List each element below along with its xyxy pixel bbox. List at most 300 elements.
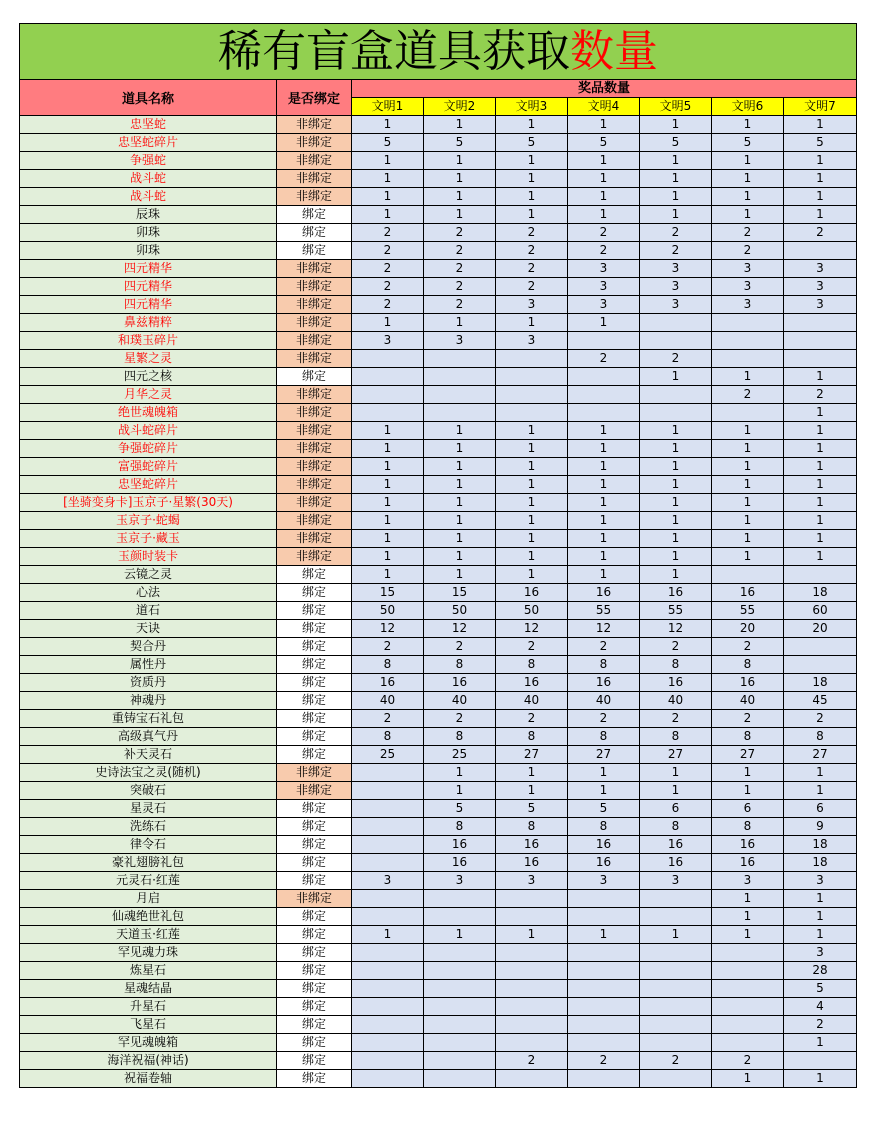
item-name-cell: 海洋祝福(神话)	[20, 1052, 277, 1070]
quantity-cell: 1	[712, 890, 784, 908]
quantity-cell: 3	[712, 872, 784, 890]
quantity-cell: 1	[496, 188, 568, 206]
header-civilization-3: 文明3	[496, 98, 568, 116]
table-row	[20, 548, 857, 566]
item-name-cell: 星魂结晶	[20, 980, 277, 998]
quantity-cell: 2	[640, 1052, 712, 1070]
quantity-cell: 2	[568, 224, 640, 242]
quantity-cell: 2	[352, 242, 424, 260]
quantity-cell: 5	[496, 800, 568, 818]
quantity-cell: 16	[640, 836, 712, 854]
bound-status-cell: 绑定	[277, 944, 352, 962]
quantity-cell: 1	[424, 566, 496, 584]
bound-status-cell: 绑定	[277, 908, 352, 926]
quantity-cell: 1	[496, 152, 568, 170]
quantity-cell: 1	[712, 206, 784, 224]
quantity-cell: 1	[496, 566, 568, 584]
quantity-cell	[640, 980, 712, 998]
quantity-cell: 12	[640, 620, 712, 638]
quantity-cell	[640, 1016, 712, 1034]
quantity-cell: 3	[712, 260, 784, 278]
quantity-cell	[352, 350, 424, 368]
quantity-cell: 16	[496, 836, 568, 854]
quantity-cell: 1	[784, 764, 857, 782]
quantity-cell: 1	[640, 440, 712, 458]
quantity-cell: 3	[568, 278, 640, 296]
quantity-cell: 1	[640, 476, 712, 494]
bound-status-cell: 绑定	[277, 692, 352, 710]
quantity-cell: 1	[352, 422, 424, 440]
quantity-cell: 5	[640, 134, 712, 152]
table-row	[20, 494, 857, 512]
quantity-cell: 2	[712, 224, 784, 242]
quantity-cell: 8	[784, 728, 857, 746]
quantity-cell	[712, 962, 784, 980]
quantity-cell: 1	[640, 422, 712, 440]
quantity-cell: 1	[352, 566, 424, 584]
bound-status-cell: 绑定	[277, 566, 352, 584]
quantity-cell: 1	[568, 782, 640, 800]
quantity-cell: 3	[352, 332, 424, 350]
quantity-cell: 15	[352, 584, 424, 602]
table-row	[20, 242, 857, 260]
quantity-cell: 5	[784, 980, 857, 998]
table-row	[20, 170, 857, 188]
quantity-cell	[352, 782, 424, 800]
quantity-cell: 2	[640, 242, 712, 260]
quantity-cell	[640, 944, 712, 962]
quantity-cell: 55	[640, 602, 712, 620]
quantity-cell: 2	[568, 710, 640, 728]
quantity-cell: 2	[352, 278, 424, 296]
quantity-cell	[712, 980, 784, 998]
bound-status-cell: 绑定	[277, 224, 352, 242]
quantity-cell: 3	[784, 872, 857, 890]
table-row	[20, 512, 857, 530]
bound-status-cell: 非绑定	[277, 404, 352, 422]
quantity-cell	[496, 998, 568, 1016]
quantity-cell: 8	[568, 656, 640, 674]
quantity-cell	[712, 998, 784, 1016]
quantity-cell	[496, 980, 568, 998]
quantity-cell: 1	[424, 170, 496, 188]
quantity-cell: 3	[640, 278, 712, 296]
header-item-name: 道具名称	[20, 80, 277, 116]
table-row	[20, 134, 857, 152]
quantity-cell: 1	[496, 170, 568, 188]
item-name-cell: 补天灵石	[20, 746, 277, 764]
quantity-cell	[640, 314, 712, 332]
quantity-cell	[640, 890, 712, 908]
item-name-cell: 罕见魂魄箱	[20, 1034, 277, 1052]
quantity-cell	[424, 368, 496, 386]
quantity-cell: 1	[352, 476, 424, 494]
quantity-cell	[352, 764, 424, 782]
quantity-cell: 3	[424, 872, 496, 890]
table-row	[20, 800, 857, 818]
item-name-cell: 星繁之灵	[20, 350, 277, 368]
quantity-cell	[784, 638, 857, 656]
quantity-cell: 1	[352, 440, 424, 458]
quantity-cell: 1	[784, 458, 857, 476]
quantity-cell: 1	[784, 1070, 857, 1088]
quantity-cell	[352, 1016, 424, 1034]
item-name-cell: 星灵石	[20, 800, 277, 818]
quantity-cell: 40	[712, 692, 784, 710]
item-name-cell: 玉京子·藏玉	[20, 530, 277, 548]
quantity-cell: 55	[568, 602, 640, 620]
quantity-cell	[712, 944, 784, 962]
quantity-cell: 1	[568, 530, 640, 548]
quantity-cell: 4	[784, 998, 857, 1016]
bound-status-cell: 绑定	[277, 1034, 352, 1052]
quantity-cell: 2	[784, 386, 857, 404]
quantity-cell	[496, 962, 568, 980]
quantity-cell: 3	[568, 296, 640, 314]
quantity-cell: 40	[424, 692, 496, 710]
quantity-cell: 18	[784, 584, 857, 602]
quantity-cell: 1	[712, 152, 784, 170]
quantity-cell	[712, 314, 784, 332]
quantity-cell: 8	[568, 728, 640, 746]
quantity-cell: 1	[712, 926, 784, 944]
quantity-cell: 6	[640, 800, 712, 818]
item-name-cell: 天道玉·红莲	[20, 926, 277, 944]
quantity-cell: 20	[712, 620, 784, 638]
table-row	[20, 836, 857, 854]
header-civilization-2: 文明2	[424, 98, 496, 116]
table-row	[20, 710, 857, 728]
quantity-cell: 1	[712, 494, 784, 512]
quantity-cell	[424, 908, 496, 926]
table-row	[20, 584, 857, 602]
quantity-cell: 1	[424, 116, 496, 134]
quantity-cell: 1	[784, 1034, 857, 1052]
quantity-cell: 1	[568, 188, 640, 206]
bound-status-cell: 绑定	[277, 674, 352, 692]
quantity-cell: 1	[712, 368, 784, 386]
item-name-cell: 玉颜时装卡	[20, 548, 277, 566]
quantity-cell: 18	[784, 836, 857, 854]
quantity-cell: 16	[640, 854, 712, 872]
quantity-cell: 1	[712, 440, 784, 458]
item-name-cell: 争强蛇碎片	[20, 440, 277, 458]
item-name-cell: 月启	[20, 890, 277, 908]
bound-status-cell: 非绑定	[277, 782, 352, 800]
bound-status-cell: 绑定	[277, 926, 352, 944]
bound-status-cell: 绑定	[277, 746, 352, 764]
quantity-cell	[640, 1070, 712, 1088]
quantity-cell: 2	[784, 710, 857, 728]
quantity-cell	[424, 1034, 496, 1052]
quantity-cell: 2	[424, 638, 496, 656]
quantity-cell	[496, 1070, 568, 1088]
quantity-cell	[640, 908, 712, 926]
bound-status-cell: 绑定	[277, 368, 352, 386]
quantity-cell: 3	[712, 296, 784, 314]
quantity-cell: 1	[640, 188, 712, 206]
item-name-cell: 玉京子·蛇蝎	[20, 512, 277, 530]
item-name-cell: 月华之灵	[20, 386, 277, 404]
quantity-cell: 1	[568, 764, 640, 782]
quantity-cell: 3	[712, 278, 784, 296]
quantity-cell: 5	[496, 134, 568, 152]
item-name-cell: 律令石	[20, 836, 277, 854]
bound-status-cell: 非绑定	[277, 314, 352, 332]
item-name-cell: 争强蛇	[20, 152, 277, 170]
quantity-cell: 16	[568, 584, 640, 602]
quantity-cell: 8	[424, 728, 496, 746]
item-name-cell: 四元精华	[20, 260, 277, 278]
bound-status-cell: 绑定	[277, 620, 352, 638]
quantity-cell: 1	[496, 782, 568, 800]
quantity-cell	[424, 944, 496, 962]
quantity-cell: 60	[784, 602, 857, 620]
item-name-cell: 罕见魂力珠	[20, 944, 277, 962]
quantity-cell	[496, 908, 568, 926]
quantity-cell: 1	[568, 566, 640, 584]
quantity-cell: 1	[640, 494, 712, 512]
quantity-cell: 16	[568, 854, 640, 872]
quantity-cell	[568, 404, 640, 422]
table-row	[20, 152, 857, 170]
quantity-cell	[568, 908, 640, 926]
bound-status-cell: 非绑定	[277, 260, 352, 278]
item-name-cell: 天诀	[20, 620, 277, 638]
quantity-cell: 27	[784, 746, 857, 764]
quantity-cell	[352, 836, 424, 854]
table-row	[20, 224, 857, 242]
quantity-cell: 2	[496, 242, 568, 260]
bound-status-cell: 非绑定	[277, 476, 352, 494]
quantity-cell: 1	[712, 476, 784, 494]
quantity-cell: 16	[352, 674, 424, 692]
item-name-cell: 战斗蛇	[20, 170, 277, 188]
quantity-cell: 1	[496, 116, 568, 134]
quantity-cell: 27	[712, 746, 784, 764]
quantity-cell: 1	[424, 530, 496, 548]
bound-status-cell: 非绑定	[277, 386, 352, 404]
quantity-cell: 1	[352, 170, 424, 188]
quantity-cell	[352, 854, 424, 872]
quantity-cell: 9	[784, 818, 857, 836]
quantity-cell: 40	[352, 692, 424, 710]
item-name-cell: 四元精华	[20, 278, 277, 296]
quantity-cell	[424, 962, 496, 980]
bound-status-cell: 非绑定	[277, 332, 352, 350]
quantity-cell	[352, 404, 424, 422]
quantity-cell	[496, 944, 568, 962]
quantity-cell: 6	[712, 800, 784, 818]
quantity-cell: 1	[568, 170, 640, 188]
quantity-cell	[352, 908, 424, 926]
table-row	[20, 440, 857, 458]
quantity-cell: 2	[424, 260, 496, 278]
quantity-cell: 5	[568, 800, 640, 818]
quantity-cell: 1	[424, 494, 496, 512]
bound-status-cell: 绑定	[277, 800, 352, 818]
item-name-cell: 云镜之灵	[20, 566, 277, 584]
quantity-cell: 16	[496, 854, 568, 872]
quantity-cell: 1	[640, 530, 712, 548]
bound-status-cell: 非绑定	[277, 116, 352, 134]
quantity-cell: 2	[352, 296, 424, 314]
quantity-cell	[568, 962, 640, 980]
quantity-cell: 1	[712, 782, 784, 800]
quantity-cell: 1	[784, 404, 857, 422]
quantity-cell: 2	[712, 242, 784, 260]
quantity-cell: 27	[640, 746, 712, 764]
bound-status-cell: 绑定	[277, 818, 352, 836]
bound-status-cell: 绑定	[277, 584, 352, 602]
quantity-cell: 1	[784, 440, 857, 458]
quantity-cell: 2	[640, 710, 712, 728]
quantity-cell: 16	[496, 674, 568, 692]
table-row	[20, 620, 857, 638]
quantity-cell: 2	[640, 350, 712, 368]
item-name-cell: 升星石	[20, 998, 277, 1016]
table-row	[20, 1052, 857, 1070]
header-bound: 是否绑定	[277, 80, 352, 116]
table-row	[20, 890, 857, 908]
quantity-cell: 3	[496, 872, 568, 890]
quantity-cell: 1	[784, 512, 857, 530]
quantity-cell: 16	[496, 584, 568, 602]
rare-blind-box-table	[19, 23, 857, 1088]
quantity-cell: 1	[640, 170, 712, 188]
bound-status-cell: 绑定	[277, 602, 352, 620]
table-row	[20, 674, 857, 692]
item-name-cell: 洗练石	[20, 818, 277, 836]
item-name-cell: 史诗法宝之灵(随机)	[20, 764, 277, 782]
quantity-cell: 3	[784, 296, 857, 314]
header-prize-qty: 奖品数量	[352, 80, 857, 98]
table-row	[20, 1016, 857, 1034]
quantity-cell: 1	[424, 440, 496, 458]
item-name-cell: 突破石	[20, 782, 277, 800]
table-row	[20, 746, 857, 764]
quantity-cell	[496, 350, 568, 368]
quantity-cell: 1	[352, 926, 424, 944]
quantity-cell: 8	[352, 728, 424, 746]
quantity-cell	[568, 998, 640, 1016]
table-row	[20, 1034, 857, 1052]
item-name-cell: 忠坚蛇	[20, 116, 277, 134]
quantity-cell: 1	[568, 548, 640, 566]
quantity-cell: 40	[640, 692, 712, 710]
quantity-cell: 1	[424, 764, 496, 782]
quantity-cell: 1	[424, 782, 496, 800]
quantity-cell: 2	[496, 1052, 568, 1070]
item-name-cell: 心法	[20, 584, 277, 602]
quantity-cell: 8	[712, 818, 784, 836]
quantity-cell: 1	[424, 512, 496, 530]
quantity-cell: 2	[496, 710, 568, 728]
bound-status-cell: 非绑定	[277, 170, 352, 188]
table-row	[20, 1070, 857, 1088]
quantity-cell: 2	[712, 386, 784, 404]
quantity-cell	[352, 998, 424, 1016]
item-name-cell: 飞星石	[20, 1016, 277, 1034]
quantity-cell	[424, 998, 496, 1016]
quantity-cell: 1	[352, 206, 424, 224]
bound-status-cell: 绑定	[277, 638, 352, 656]
table-row	[20, 296, 857, 314]
quantity-cell: 1	[784, 926, 857, 944]
quantity-cell: 1	[784, 782, 857, 800]
table-row	[20, 314, 857, 332]
table-row	[20, 782, 857, 800]
table-row	[20, 926, 857, 944]
bound-status-cell: 非绑定	[277, 764, 352, 782]
table-row	[20, 332, 857, 350]
header-civilization-5: 文明5	[640, 98, 712, 116]
quantity-cell: 16	[712, 854, 784, 872]
quantity-cell: 1	[568, 926, 640, 944]
quantity-cell: 1	[784, 152, 857, 170]
quantity-cell: 50	[496, 602, 568, 620]
quantity-cell: 8	[712, 656, 784, 674]
quantity-cell: 2	[352, 224, 424, 242]
bound-status-cell: 非绑定	[277, 548, 352, 566]
quantity-cell: 12	[352, 620, 424, 638]
quantity-cell: 1	[568, 494, 640, 512]
quantity-cell	[352, 1034, 424, 1052]
quantity-cell: 28	[784, 962, 857, 980]
quantity-cell: 2	[784, 224, 857, 242]
quantity-cell: 1	[712, 188, 784, 206]
quantity-cell: 1	[496, 512, 568, 530]
bound-status-cell: 非绑定	[277, 458, 352, 476]
quantity-cell: 2	[712, 1052, 784, 1070]
bound-status-cell: 绑定	[277, 656, 352, 674]
quantity-cell: 2	[424, 278, 496, 296]
item-name-cell: 四元之核	[20, 368, 277, 386]
bound-status-cell: 非绑定	[277, 188, 352, 206]
bound-status-cell: 绑定	[277, 1070, 352, 1088]
quantity-cell	[568, 368, 640, 386]
quantity-cell: 25	[424, 746, 496, 764]
item-name-cell: 忠坚蛇碎片	[20, 476, 277, 494]
quantity-cell: 1	[640, 206, 712, 224]
quantity-cell	[352, 962, 424, 980]
bound-status-cell: 非绑定	[277, 296, 352, 314]
quantity-cell	[712, 404, 784, 422]
quantity-cell: 1	[640, 458, 712, 476]
quantity-cell	[568, 1070, 640, 1088]
quantity-cell: 8	[712, 728, 784, 746]
quantity-cell: 3	[640, 260, 712, 278]
table-row	[20, 476, 857, 494]
quantity-cell: 5	[424, 800, 496, 818]
quantity-cell: 2	[568, 638, 640, 656]
quantity-cell: 2	[496, 260, 568, 278]
quantity-cell: 1	[352, 152, 424, 170]
table-row	[20, 728, 857, 746]
quantity-cell: 2	[424, 224, 496, 242]
quantity-cell: 3	[640, 872, 712, 890]
quantity-cell: 40	[568, 692, 640, 710]
quantity-cell: 1	[568, 116, 640, 134]
quantity-cell: 45	[784, 692, 857, 710]
quantity-cell: 1	[496, 548, 568, 566]
bound-status-cell: 绑定	[277, 962, 352, 980]
bound-status-cell: 绑定	[277, 728, 352, 746]
quantity-cell	[496, 368, 568, 386]
quantity-cell	[568, 1034, 640, 1052]
bound-status-cell: 绑定	[277, 854, 352, 872]
quantity-cell	[640, 1034, 712, 1052]
